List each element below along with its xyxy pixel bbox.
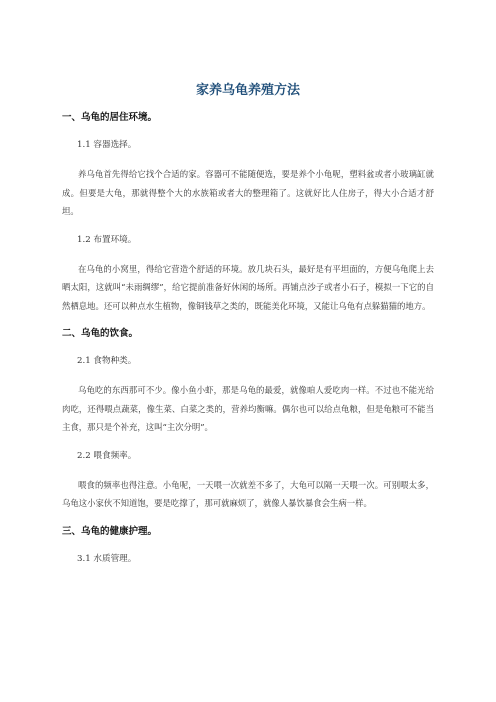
subsection-heading-container: 1.1 容器选择。 [77, 140, 137, 150]
paragraph-feeding-frequency: 喂食的频率也得注意。小龟呢，一天喂一次就差不多了，大龟可以隔一天喂一次。可别喂太多，乌龟这小家伙不知道饱，要是吃撑了，那可就麻烦了，就像人暴饮暴食会生病一样。 [62, 479, 434, 508]
paragraph-food-types: 乌龟吃的东西那可不少。像小鱼小虾，那是乌龟的最爱，就像咱人爱吃肉一样。不过也不能光给肉吃，还得喂点蔬菜，像生菜、白菜之类的，营养均衡嘛。偶尔也可以给点龟粮，但是龟粮可不能当主食，那只是个补充，这叫“主次分明”。 [62, 385, 434, 432]
document-title: 家养乌龟养殖方法 [195, 83, 300, 98]
subsection-heading-environment: 1.2 布置环境。 [77, 234, 137, 245]
paragraph-environment: 在乌龟的小窝里，得给它营造个舒适的环境。放几块石头，最好是有平坦面的，方便乌龟爬上去晒太阳，这就叫“未雨绸缪”，给它提前准备好休闲的场所。再铺点沙子或者小石子，模拟一下它的自然栖息地。还可以种点水生植物，像铜钱草之类的，既能美化环境，又能让乌龟有点躲猫猫的地方。 [62, 263, 434, 311]
paragraph-container: 养乌龟首先得给它找个合适的家。容器可不能随便选，要是养个小龟呢，塑料盆或者小玻璃缸就成。但要是大龟，那就得整个大的水族箱或者大的整理箱了。这就好比人住房子，得大小合适才舒坦。 [62, 169, 434, 216]
section-heading-diet: 二、乌龟的饮食。 [62, 328, 139, 339]
subsection-heading-food-types: 2.1 食物种类。 [77, 356, 137, 366]
section-heading-health-care: 三、乌龟的健康护理。 [62, 525, 158, 537]
subsection-heading-feeding-frequency: 2.2 喂食频率。 [77, 450, 137, 461]
section-heading-habitat: 一、乌龟的居住环境。 [62, 112, 158, 123]
subsection-heading-water-quality: 3.1 水质管理。 [77, 553, 137, 564]
